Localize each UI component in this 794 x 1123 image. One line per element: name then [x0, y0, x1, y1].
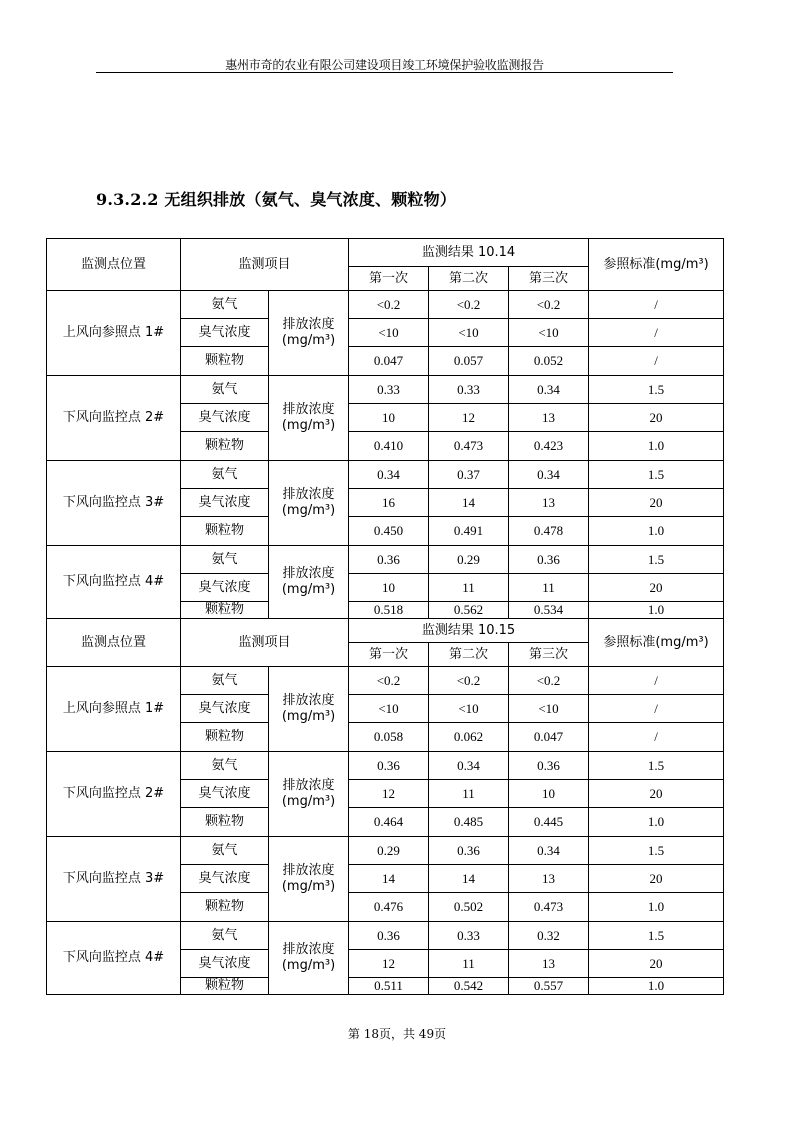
point-location: 下风向监控点 3#: [47, 837, 181, 922]
result-value: 0.473: [429, 432, 509, 461]
result-value: 0.464: [349, 808, 429, 837]
result-value: 10: [349, 574, 429, 602]
result-value: 0.36: [349, 546, 429, 574]
result-value: 0.34: [509, 376, 589, 404]
result-value: 0.445: [509, 808, 589, 837]
pollutant-item: 颗粒物: [181, 893, 269, 922]
result-value: <10: [509, 319, 589, 347]
result-value: 0.36: [509, 752, 589, 780]
result-value: 14: [429, 489, 509, 517]
pollutant-item: 颗粒物: [181, 432, 269, 461]
standard-value: 1.5: [589, 752, 724, 780]
result-value: 0.37: [429, 461, 509, 489]
result-value: 0.534: [509, 602, 589, 619]
result-value: 0.057: [429, 347, 509, 376]
result-value: 0.33: [429, 922, 509, 950]
table-row: [47, 667, 724, 695]
result-value: 0.423: [509, 432, 589, 461]
emission-concentration-label: 排放浓度(mg/m³): [269, 752, 349, 837]
pollutant-item: 氨气: [181, 291, 269, 319]
emission-concentration-label: 排放浓度(mg/m³): [269, 291, 349, 376]
header-run: 第一次: [349, 643, 429, 667]
result-value: 0.058: [349, 723, 429, 752]
standard-value: 1.5: [589, 922, 724, 950]
result-value: <0.2: [509, 667, 589, 695]
standard-value: 1.5: [589, 546, 724, 574]
emission-concentration-label: 排放浓度(mg/m³): [269, 376, 349, 461]
standard-value: 20: [589, 489, 724, 517]
header-item: 监测项目: [181, 239, 349, 291]
result-value: <10: [429, 319, 509, 347]
header-location: 监测点位置: [47, 239, 181, 291]
result-value: 0.473: [509, 893, 589, 922]
standard-value: 1.5: [589, 461, 724, 489]
result-value: <0.2: [429, 291, 509, 319]
result-value: 0.502: [429, 893, 509, 922]
pollutant-item: 颗粒物: [181, 602, 269, 619]
result-value: 13: [509, 865, 589, 893]
header-item: 监测项目: [181, 619, 349, 667]
result-value: <10: [429, 695, 509, 723]
standard-value: /: [589, 695, 724, 723]
table-row: [47, 461, 724, 489]
pollutant-item: 颗粒物: [181, 517, 269, 546]
result-value: 14: [429, 865, 509, 893]
result-value: 0.34: [509, 461, 589, 489]
pollutant-item: 氨气: [181, 752, 269, 780]
pollutant-item: 臭气浓度: [181, 695, 269, 723]
result-value: 0.518: [349, 602, 429, 619]
point-location: 下风向监控点 3#: [47, 461, 181, 546]
page-header: 惠州市奇的农业有限公司建设项目竣工环境保护验收监测报告: [225, 58, 544, 72]
result-value: 0.542: [429, 978, 509, 995]
result-value: 14: [349, 865, 429, 893]
table-header-row: [47, 239, 724, 267]
pollutant-item: 氨气: [181, 922, 269, 950]
pollutant-item: 臭气浓度: [181, 574, 269, 602]
standard-value: 1.0: [589, 893, 724, 922]
standard-value: /: [589, 667, 724, 695]
pollutant-item: 臭气浓度: [181, 404, 269, 432]
result-value: 0.450: [349, 517, 429, 546]
standard-value: 1.0: [589, 602, 724, 619]
result-value: 0.33: [429, 376, 509, 404]
standard-value: /: [589, 291, 724, 319]
standard-value: /: [589, 319, 724, 347]
pollutant-item: 臭气浓度: [181, 489, 269, 517]
point-location: 下风向监控点 2#: [47, 376, 181, 461]
result-value: 12: [349, 950, 429, 978]
result-value: 13: [509, 404, 589, 432]
result-value: 11: [429, 950, 509, 978]
result-value: 0.34: [509, 837, 589, 865]
result-value: <10: [509, 695, 589, 723]
result-value: 0.562: [429, 602, 509, 619]
pollutant-item: 颗粒物: [181, 808, 269, 837]
pollutant-item: 臭气浓度: [181, 319, 269, 347]
result-value: 11: [429, 780, 509, 808]
result-value: 0.36: [349, 922, 429, 950]
standard-value: 1.5: [589, 837, 724, 865]
result-value: 11: [429, 574, 509, 602]
emission-concentration-label: 排放浓度(mg/m³): [269, 837, 349, 922]
standard-value: 1.5: [589, 376, 724, 404]
pollutant-item: 氨气: [181, 667, 269, 695]
pollutant-item: 颗粒物: [181, 723, 269, 752]
header-run: 第一次: [349, 267, 429, 291]
header-run: 第二次: [429, 267, 509, 291]
result-value: 0.557: [509, 978, 589, 995]
monitoring-results-table: [46, 238, 724, 995]
result-value: 0.047: [509, 723, 589, 752]
result-value: 0.34: [349, 461, 429, 489]
result-value: <10: [349, 695, 429, 723]
pollutant-item: 臭气浓度: [181, 865, 269, 893]
result-value: 0.485: [429, 808, 509, 837]
result-value: 0.052: [509, 347, 589, 376]
result-value: 0.511: [349, 978, 429, 995]
header-standard: 参照标准(mg/m³): [589, 239, 724, 291]
table-row: [47, 922, 724, 950]
standard-value: /: [589, 347, 724, 376]
table-row: [47, 546, 724, 574]
emission-concentration-label: 排放浓度(mg/m³): [269, 546, 349, 619]
table-row: [47, 291, 724, 319]
result-value: 13: [509, 489, 589, 517]
result-value: 0.34: [429, 752, 509, 780]
result-value: 0.33: [349, 376, 429, 404]
emission-concentration-label: 排放浓度(mg/m³): [269, 922, 349, 995]
standard-value: 20: [589, 950, 724, 978]
standard-value: 20: [589, 404, 724, 432]
emission-concentration-label: 排放浓度(mg/m³): [269, 667, 349, 752]
result-value: 10: [349, 404, 429, 432]
result-value: 12: [349, 780, 429, 808]
point-location: 上风向参照点 1#: [47, 667, 181, 752]
header-location: 监测点位置: [47, 619, 181, 667]
table-row: [47, 837, 724, 865]
header-rule: [96, 72, 673, 73]
result-value: <10: [349, 319, 429, 347]
pollutant-item: 氨气: [181, 376, 269, 404]
result-value: <0.2: [349, 667, 429, 695]
table-row: [47, 752, 724, 780]
result-value: 11: [509, 574, 589, 602]
standard-value: 20: [589, 865, 724, 893]
standard-value: 20: [589, 780, 724, 808]
pollutant-item: 颗粒物: [181, 978, 269, 995]
pollutant-item: 氨气: [181, 461, 269, 489]
table-header-row: [47, 619, 724, 643]
standard-value: 1.0: [589, 978, 724, 995]
result-value: 0.410: [349, 432, 429, 461]
table-row: [47, 376, 724, 404]
pollutant-item: 臭气浓度: [181, 950, 269, 978]
standard-value: 1.0: [589, 808, 724, 837]
result-value: <0.2: [509, 291, 589, 319]
result-value: 0.476: [349, 893, 429, 922]
point-location: 下风向监控点 2#: [47, 752, 181, 837]
standard-value: 1.0: [589, 432, 724, 461]
header-results-date: 监测结果 10.14: [349, 239, 589, 267]
pollutant-item: 臭气浓度: [181, 780, 269, 808]
header-results-date: 监测结果 10.15: [349, 619, 589, 643]
standard-value: /: [589, 723, 724, 752]
result-value: 0.29: [349, 837, 429, 865]
page-footer: 第 18页，共 49页: [347, 1027, 447, 1041]
header-run: 第二次: [429, 643, 509, 667]
result-value: 0.36: [509, 546, 589, 574]
pollutant-item: 颗粒物: [181, 347, 269, 376]
result-value: 0.32: [509, 922, 589, 950]
result-value: 0.29: [429, 546, 509, 574]
result-value: 16: [349, 489, 429, 517]
result-value: 10: [509, 780, 589, 808]
result-value: 0.047: [349, 347, 429, 376]
section-title: 9.3.2.2 无组织排放（氨气、臭气浓度、颗粒物）: [96, 190, 457, 209]
result-value: <0.2: [429, 667, 509, 695]
result-value: 0.36: [349, 752, 429, 780]
result-value: 0.36: [429, 837, 509, 865]
result-value: <0.2: [349, 291, 429, 319]
header-standard: 参照标准(mg/m³): [589, 619, 724, 667]
result-value: 0.478: [509, 517, 589, 546]
result-value: 0.062: [429, 723, 509, 752]
pollutant-item: 氨气: [181, 837, 269, 865]
point-location: 上风向参照点 1#: [47, 291, 181, 376]
standard-value: 20: [589, 574, 724, 602]
emission-concentration-label: 排放浓度(mg/m³): [269, 461, 349, 546]
result-value: 12: [429, 404, 509, 432]
result-value: 13: [509, 950, 589, 978]
result-value: 0.491: [429, 517, 509, 546]
point-location: 下风向监控点 4#: [47, 922, 181, 995]
pollutant-item: 氨气: [181, 546, 269, 574]
point-location: 下风向监控点 4#: [47, 546, 181, 619]
header-run: 第三次: [509, 643, 589, 667]
standard-value: 1.0: [589, 517, 724, 546]
header-run: 第三次: [509, 267, 589, 291]
